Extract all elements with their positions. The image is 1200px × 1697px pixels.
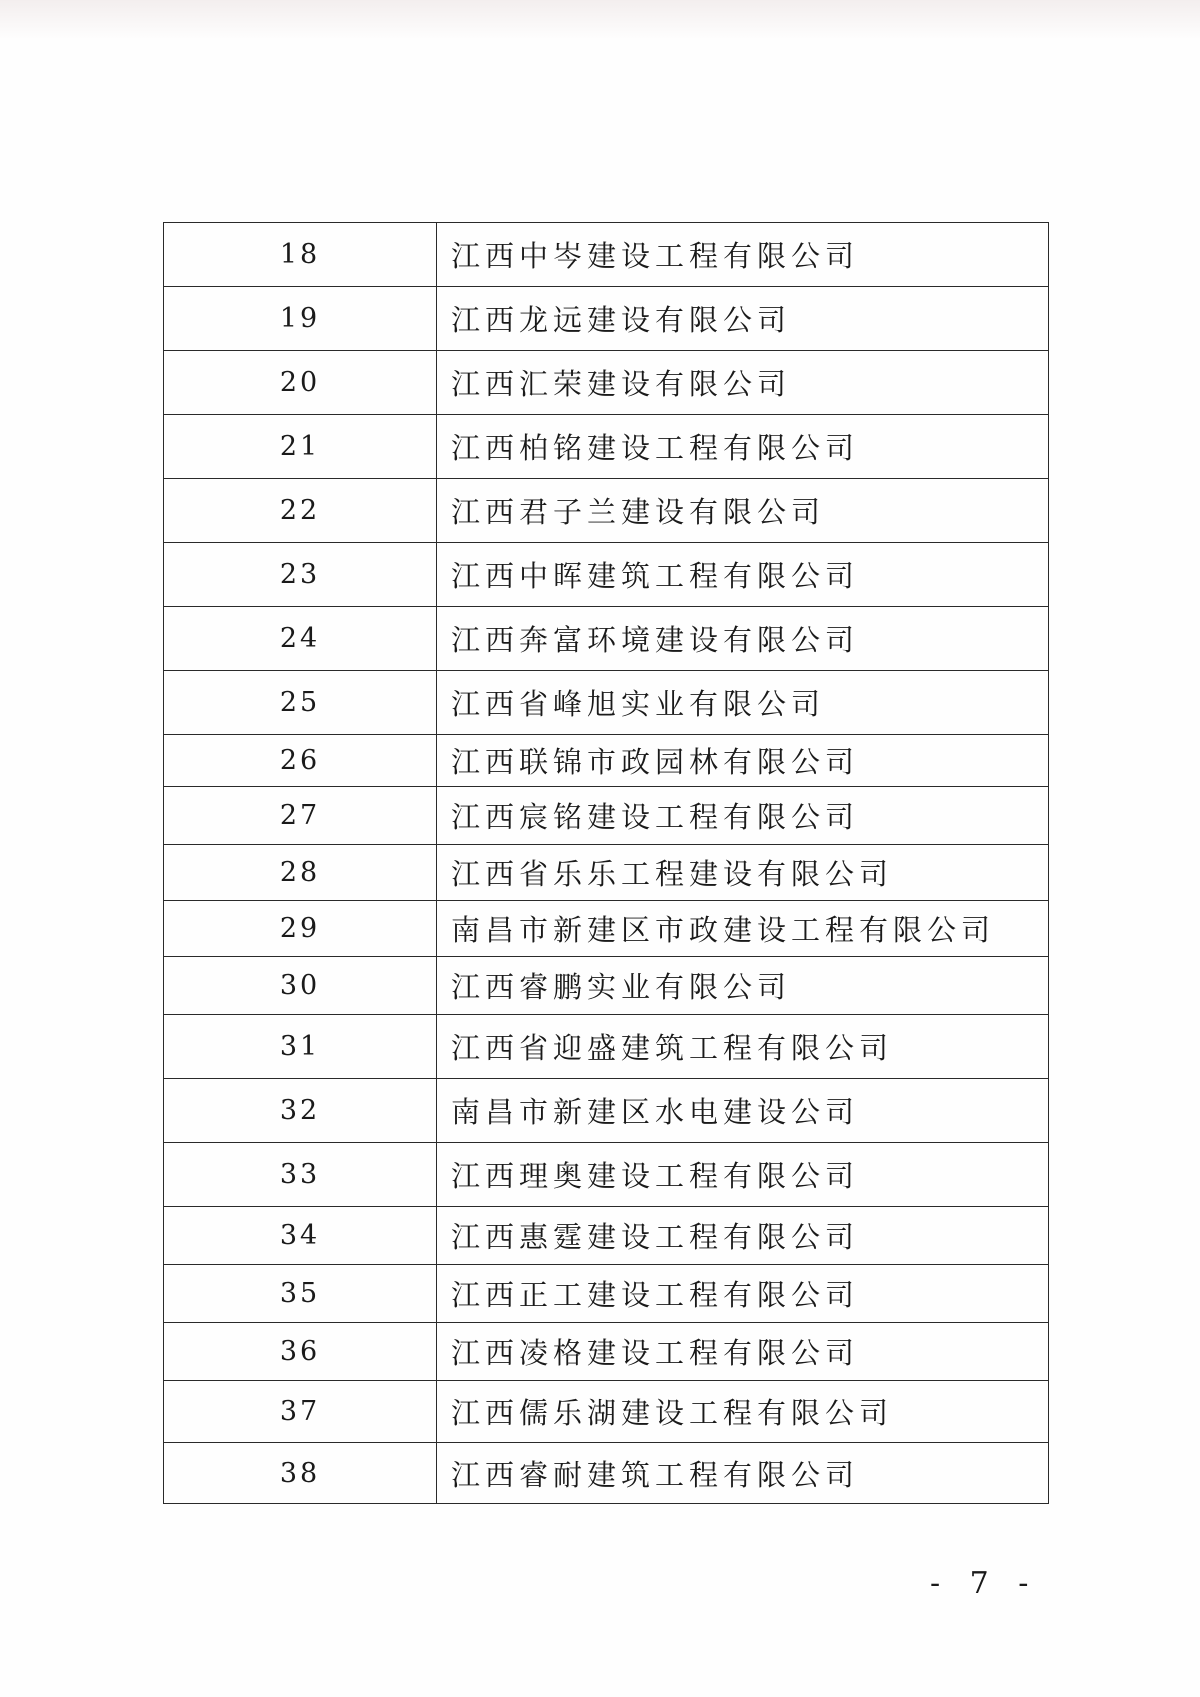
table-row (164, 1079, 1049, 1143)
company-name: 江西正工建设工程有限公司 (437, 1265, 1049, 1323)
row-number: 31 (164, 1015, 437, 1079)
row-number: 35 (164, 1265, 437, 1323)
company-name: 江西柏铭建设工程有限公司 (437, 415, 1049, 479)
table-row (164, 1207, 1049, 1265)
table-row (164, 223, 1049, 287)
row-number: 18 (164, 223, 437, 287)
table-row (164, 287, 1049, 351)
row-number: 37 (164, 1381, 437, 1443)
table-row (164, 671, 1049, 735)
table-row (164, 543, 1049, 607)
company-name: 江西汇荣建设有限公司 (437, 351, 1049, 415)
company-name: 江西龙远建设有限公司 (437, 287, 1049, 351)
table-row (164, 1323, 1049, 1381)
row-number: 28 (164, 845, 437, 901)
company-list-body (164, 223, 1049, 1504)
row-number: 32 (164, 1079, 437, 1143)
table-row (164, 901, 1049, 957)
row-number: 38 (164, 1443, 437, 1504)
page-number: - 7 - (930, 1566, 1039, 1601)
company-name: 江西中岑建设工程有限公司 (437, 223, 1049, 287)
row-number: 27 (164, 787, 437, 845)
company-name: 江西睿鹏实业有限公司 (437, 957, 1049, 1015)
table-row (164, 845, 1049, 901)
row-number: 20 (164, 351, 437, 415)
table-row (164, 1143, 1049, 1207)
company-name: 江西省乐乐工程建设有限公司 (437, 845, 1049, 901)
table-row (164, 957, 1049, 1015)
company-name: 江西省迎盛建筑工程有限公司 (437, 1015, 1049, 1079)
table-row (164, 415, 1049, 479)
company-name: 江西奔富环境建设有限公司 (437, 607, 1049, 671)
row-number: 33 (164, 1143, 437, 1207)
row-number: 36 (164, 1323, 437, 1381)
table-row (164, 479, 1049, 543)
row-number: 21 (164, 415, 437, 479)
row-number: 22 (164, 479, 437, 543)
company-name: 江西省峰旭实业有限公司 (437, 671, 1049, 735)
table-row (164, 1015, 1049, 1079)
company-name: 江西儒乐湖建设工程有限公司 (437, 1381, 1049, 1443)
row-number: 34 (164, 1207, 437, 1265)
table-row (164, 1381, 1049, 1443)
company-list-table (163, 222, 1049, 1504)
company-name: 江西凌格建设工程有限公司 (437, 1323, 1049, 1381)
table-row (164, 787, 1049, 845)
table-row (164, 1443, 1049, 1504)
company-name: 江西睿耐建筑工程有限公司 (437, 1443, 1049, 1504)
company-name: 南昌市新建区水电建设公司 (437, 1079, 1049, 1143)
row-number: 29 (164, 901, 437, 957)
company-name: 江西联锦市政园林有限公司 (437, 735, 1049, 787)
row-number: 24 (164, 607, 437, 671)
company-name: 江西君子兰建设有限公司 (437, 479, 1049, 543)
table-row (164, 1265, 1049, 1323)
company-name: 江西惠霆建设工程有限公司 (437, 1207, 1049, 1265)
row-number: 26 (164, 735, 437, 787)
row-number: 23 (164, 543, 437, 607)
row-number: 30 (164, 957, 437, 1015)
company-name: 江西宸铭建设工程有限公司 (437, 787, 1049, 845)
row-number: 25 (164, 671, 437, 735)
row-number: 19 (164, 287, 437, 351)
scan-edge-shading (0, 0, 1200, 40)
company-name: 江西中晖建筑工程有限公司 (437, 543, 1049, 607)
table-row (164, 735, 1049, 787)
table-row (164, 607, 1049, 671)
company-name: 南昌市新建区市政建设工程有限公司 (437, 901, 1049, 957)
company-name: 江西理奥建设工程有限公司 (437, 1143, 1049, 1207)
table-row (164, 351, 1049, 415)
